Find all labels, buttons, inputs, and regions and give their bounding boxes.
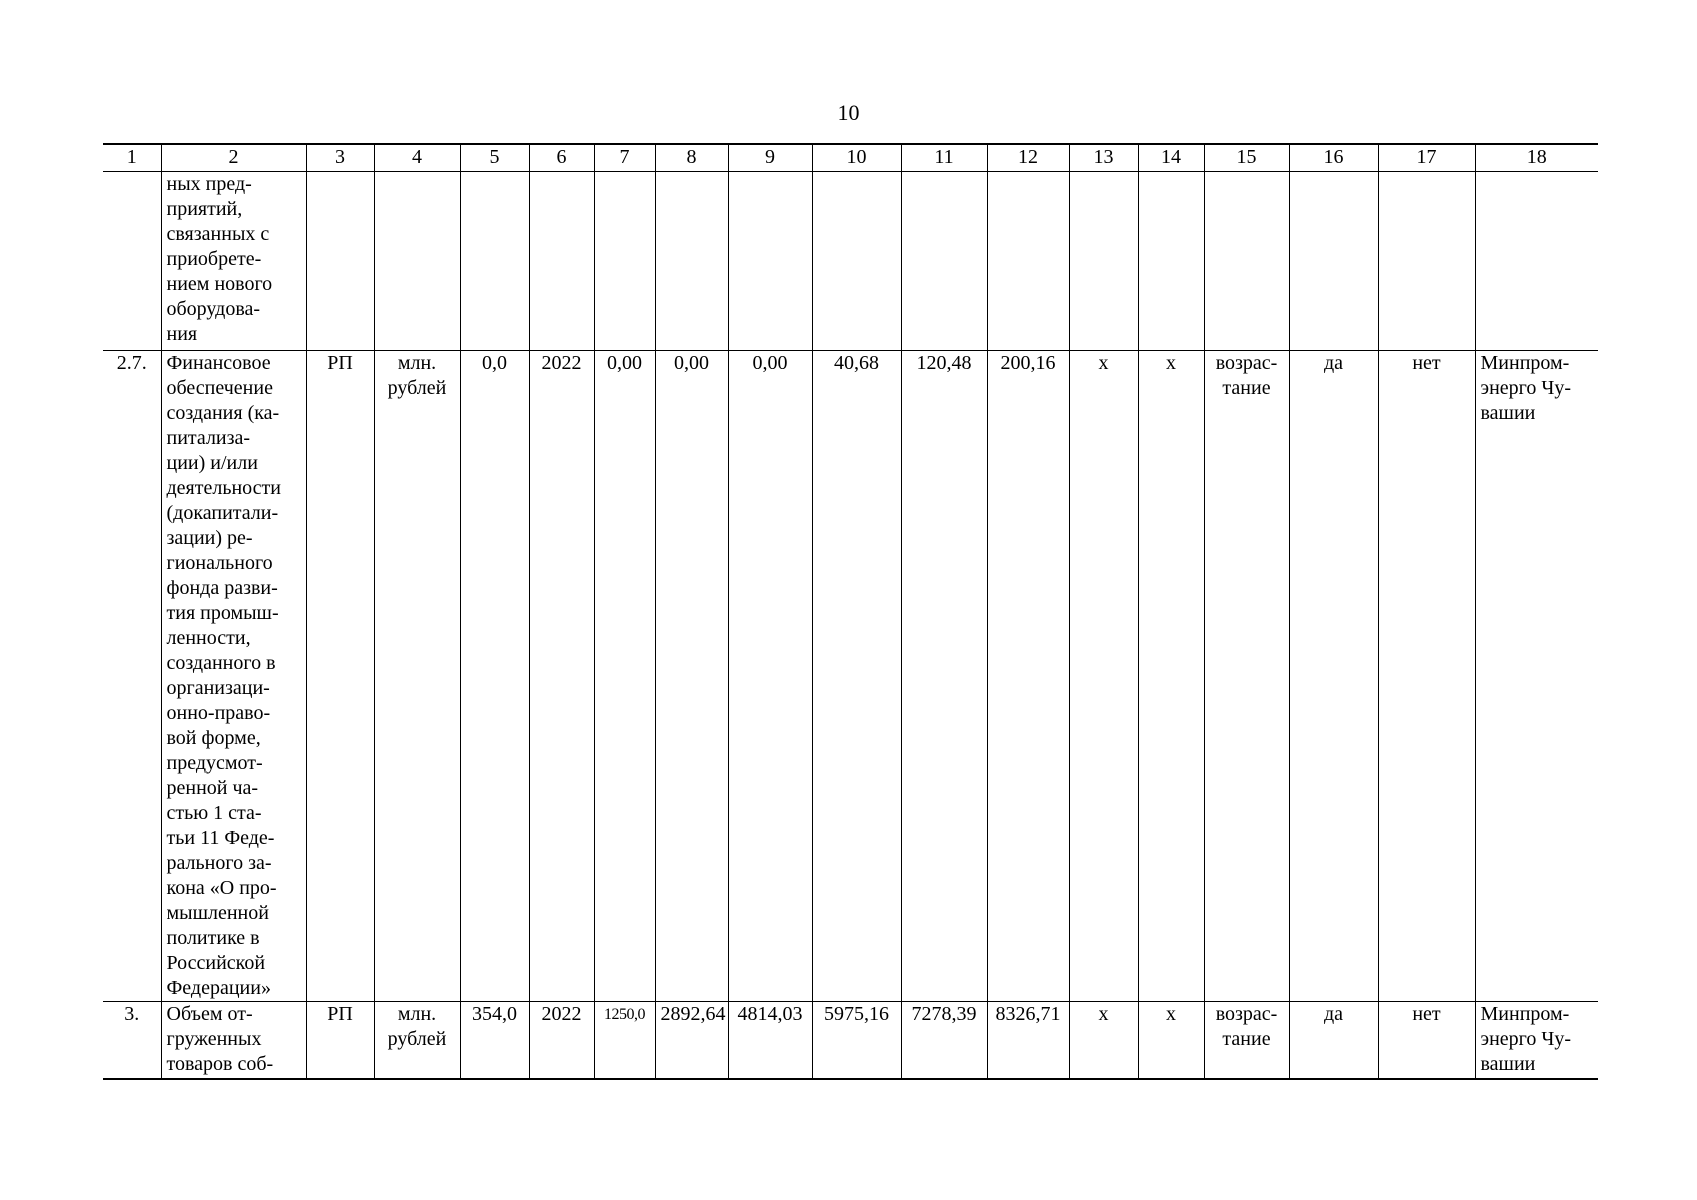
text-line: груженных: [166, 1028, 262, 1050]
cell-value-8: 0,00: [655, 351, 728, 1002]
cell-value-9: 4814,03: [728, 1002, 812, 1080]
cell-type: РП: [306, 351, 374, 1002]
cell-value-10: 40,68: [812, 351, 901, 1002]
cell-empty: [987, 172, 1069, 351]
cell-empty: [1069, 172, 1138, 351]
page-number: 10: [837, 100, 860, 125]
col-header: 14: [1138, 144, 1204, 172]
text-line: онно-право-: [166, 702, 271, 724]
cell-value-13: х: [1069, 1002, 1138, 1080]
cell-num: [103, 172, 161, 351]
col-header: 2: [161, 144, 306, 172]
cell-empty: [374, 172, 460, 351]
cell-empty: [812, 172, 901, 351]
cell-value-16: да: [1289, 1002, 1378, 1080]
cell-value-12: 200,16: [987, 351, 1069, 1002]
text-line: возрас-: [1215, 352, 1278, 374]
cell-description: [161, 351, 306, 1002]
cell-value-17: нет: [1378, 1002, 1475, 1080]
cell-value-11: 120,48: [901, 351, 987, 1002]
text-line: мышленной: [166, 902, 269, 924]
cell-trend: [1204, 1002, 1289, 1080]
text-line: связанных с: [166, 223, 270, 245]
cell-description: [161, 172, 306, 351]
text-line: вой форме,: [166, 727, 261, 749]
text-line: Федерации»: [166, 977, 271, 999]
text-line: товаров соб-: [166, 1053, 274, 1075]
col-header: 6: [529, 144, 594, 172]
text-line: стью 1 ста-: [166, 802, 262, 824]
col-header: 17: [1378, 144, 1475, 172]
text-line: Минпром-: [1480, 1003, 1570, 1025]
text-line: тание: [1222, 377, 1271, 399]
col-header: 13: [1069, 144, 1138, 172]
col-header: 4: [374, 144, 460, 172]
cell-unit: [374, 351, 460, 1002]
col-header: 15: [1204, 144, 1289, 172]
indicators-table: [103, 143, 1598, 1080]
text-line: ния: [166, 323, 198, 345]
cell-value-17: нет: [1378, 351, 1475, 1002]
cell-empty: [1289, 172, 1378, 351]
text-line: организаци-: [166, 677, 270, 699]
text-line: создания (ка-: [166, 402, 280, 424]
cell-base-year: 2022: [529, 351, 594, 1002]
col-header: 1: [103, 144, 161, 172]
text-line: млн.: [397, 1003, 437, 1025]
text-line: гионального: [166, 552, 273, 574]
text-line: Минпром-: [1480, 352, 1570, 374]
cell-empty: [1475, 172, 1598, 351]
cell-empty: [1378, 172, 1475, 351]
cell-empty: [655, 172, 728, 351]
text-line: Объем от-: [166, 1003, 253, 1025]
cell-responsible: [1475, 351, 1598, 1002]
cell-type: РП: [306, 1002, 374, 1080]
table-row-3: [103, 1002, 1598, 1080]
text-line: ции) и/или: [166, 452, 258, 474]
cell-num: 2.7.: [103, 351, 161, 1002]
text-line: Финансовое: [166, 352, 271, 374]
cell-value-13: х: [1069, 351, 1138, 1002]
cell-base-value: 0,0: [460, 351, 529, 1002]
table-row-continuation: [103, 172, 1598, 351]
col-header: 18: [1475, 144, 1598, 172]
cell-empty: [901, 172, 987, 351]
cell-value-12: 8326,71: [987, 1002, 1069, 1080]
cell-value-10: 5975,16: [812, 1002, 901, 1080]
col-header: 9: [728, 144, 812, 172]
cell-base-year: 2022: [529, 1002, 594, 1080]
col-header: 12: [987, 144, 1069, 172]
text-line: вашии: [1480, 402, 1536, 424]
text-line: политике в: [166, 927, 260, 949]
cell-description: [161, 1002, 306, 1080]
col-header: 16: [1289, 144, 1378, 172]
cell-responsible: [1475, 1002, 1598, 1080]
cell-value-7: 1250,0: [594, 1002, 655, 1080]
text-line: вашии: [1480, 1053, 1536, 1075]
col-header: 10: [812, 144, 901, 172]
col-header: 3: [306, 144, 374, 172]
cell-value-11: 7278,39: [901, 1002, 987, 1080]
text-line: питализа-: [166, 427, 251, 449]
cell-base-value: 354,0: [460, 1002, 529, 1080]
col-header: 5: [460, 144, 529, 172]
table-row-2-7: [103, 351, 1598, 1002]
text-line: тьи 11 Феде-: [166, 827, 275, 849]
cell-empty: [460, 172, 529, 351]
text-line: (докапитали-: [166, 502, 279, 524]
text-line: фонда разви-: [166, 577, 278, 599]
text-line: приобрете-: [166, 248, 262, 270]
text-line: энерго Чу-: [1480, 1028, 1572, 1050]
text-line: рублей: [387, 1028, 447, 1050]
cell-value-9: 0,00: [728, 351, 812, 1002]
cell-value-14: х: [1138, 351, 1204, 1002]
cell-empty: [1204, 172, 1289, 351]
cell-empty: [1138, 172, 1204, 351]
text-line: Российской: [166, 952, 266, 974]
text-line: ных пред-: [166, 173, 252, 195]
text-line: тия промыш-: [166, 602, 279, 624]
cell-empty: [529, 172, 594, 351]
text-line: ленности,: [166, 627, 251, 649]
text-line: кона «О про-: [166, 877, 277, 899]
cell-unit: [374, 1002, 460, 1080]
text-line: предусмот-: [166, 752, 263, 774]
cell-empty: [594, 172, 655, 351]
text-line: энерго Чу-: [1480, 377, 1572, 399]
text-line: тание: [1222, 1028, 1271, 1050]
text-line: приятий,: [166, 198, 243, 220]
cell-value-7: 0,00: [594, 351, 655, 1002]
cell-value-16: да: [1289, 351, 1378, 1002]
cell-empty: [306, 172, 374, 351]
text-line: ренной ча-: [166, 777, 259, 799]
text-line: созданного в: [166, 652, 276, 674]
cell-value-14: х: [1138, 1002, 1204, 1080]
text-line: рального за-: [166, 852, 272, 874]
col-header: 7: [594, 144, 655, 172]
text-line: оборудова-: [166, 298, 261, 320]
cell-empty: [728, 172, 812, 351]
text-line: нием нового: [166, 273, 273, 295]
text-line: обеспечение: [166, 377, 273, 399]
text-line: млн.: [397, 352, 437, 374]
column-number-row: [103, 144, 1598, 172]
text-line: зации) ре-: [166, 527, 253, 549]
text-line: возрас-: [1215, 1003, 1278, 1025]
col-header: 11: [901, 144, 987, 172]
col-header: 8: [655, 144, 728, 172]
cell-num: 3.: [103, 1002, 161, 1080]
text-line: рублей: [387, 377, 447, 399]
text-line: деятельности: [166, 477, 281, 499]
cell-value-8: 2892,64: [655, 1002, 728, 1080]
cell-trend: [1204, 351, 1289, 1002]
